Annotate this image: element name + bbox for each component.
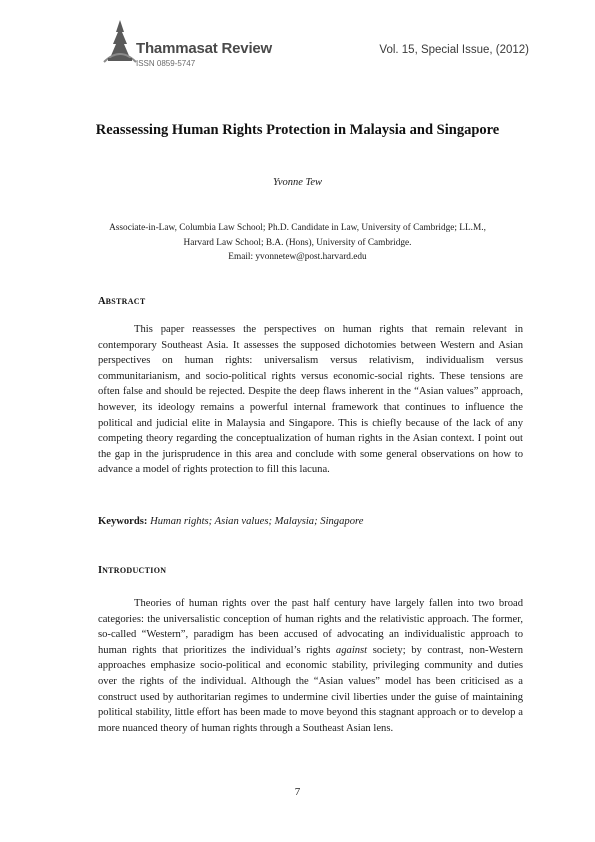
affiliation-line-1: Associate-in-Law, Columbia Law School; Ph.D. Candidate in Law, University of Cambridge; LL.M., <box>109 223 486 233</box>
logo-issn: ISSN 0859-5747 <box>136 59 196 68</box>
author-affiliation <box>96 221 499 265</box>
author-email: Email: yvonnetew@post.harvard.edu <box>228 252 367 262</box>
temple-logo-icon <box>100 18 140 66</box>
journal-logo <box>100 18 300 68</box>
introduction-text: Theories of human rights over the past half century have largely fallen into two broad categories: the universalistic conception of human rights and the relativistic approach. The former, so-called “Western”, paradigm has been accused of advocating an individualistic approach to human rights that prioritizes the individual’s rights against society; by contrast, non-Western approaches emphasize socio-political and economic stability, privileging community and duties over the rights of the individual. Although the “Asian values” model has been criticised as a construct used by authoritarian regimes to undermine civil liberties under the guise of maintaining political stability, little effort has been made to move beyond this stagnant approach or to develop a more nuanced theory of human rights through a Southeast Asian lens. <box>98 598 524 734</box>
affiliation-line-2: Harvard Law School; B.A. (Hons), University of Cambridge. <box>183 237 412 248</box>
volume-info: Vol. 15, Special Issue, (2012) <box>379 44 529 56</box>
page-number: 7 <box>294 786 301 798</box>
keywords-label: Keywords: <box>98 516 148 527</box>
author-name: Yvonne Tew <box>272 177 323 188</box>
keywords-value: Human rights; Asian values; Malaysia; Singapore <box>150 516 364 527</box>
abstract-heading: ABSTRACT <box>98 296 146 307</box>
introduction-heading: INTRODUCTION <box>98 565 167 576</box>
keywords <box>98 516 523 527</box>
abstract-text: This paper reassesses the perspectives on human rights that remain relevant in contemporary Southeast Asia. It assesses the supposed dichotomies between Western and Asian perspectives on human rights: universalism versus relativism, individualism versus communitarianism, and socio-political rights versus economic-social rights. These tensions are often false and should be rejected. Despite the deep flaws inherent in the “Asian values” approach, however, its ideology remains a powerful internal framework that continues to influence the political and judicial elite in Malaysia and Singapore. This is chiefly because of the lack of any competing theory regarding the conceptualization of human rights in the Asian context. I point out the gap in the jurisprudence in this area and conclude with some general observations on how to advance a model of rights protection to fill this lacuna. <box>98 324 523 476</box>
emphasis-word: against <box>335 644 368 656</box>
paper-title: Reassessing Human Rights Protection in Malaysia and Singapore <box>95 122 500 138</box>
logo-name: Thammasat Review <box>136 40 273 57</box>
